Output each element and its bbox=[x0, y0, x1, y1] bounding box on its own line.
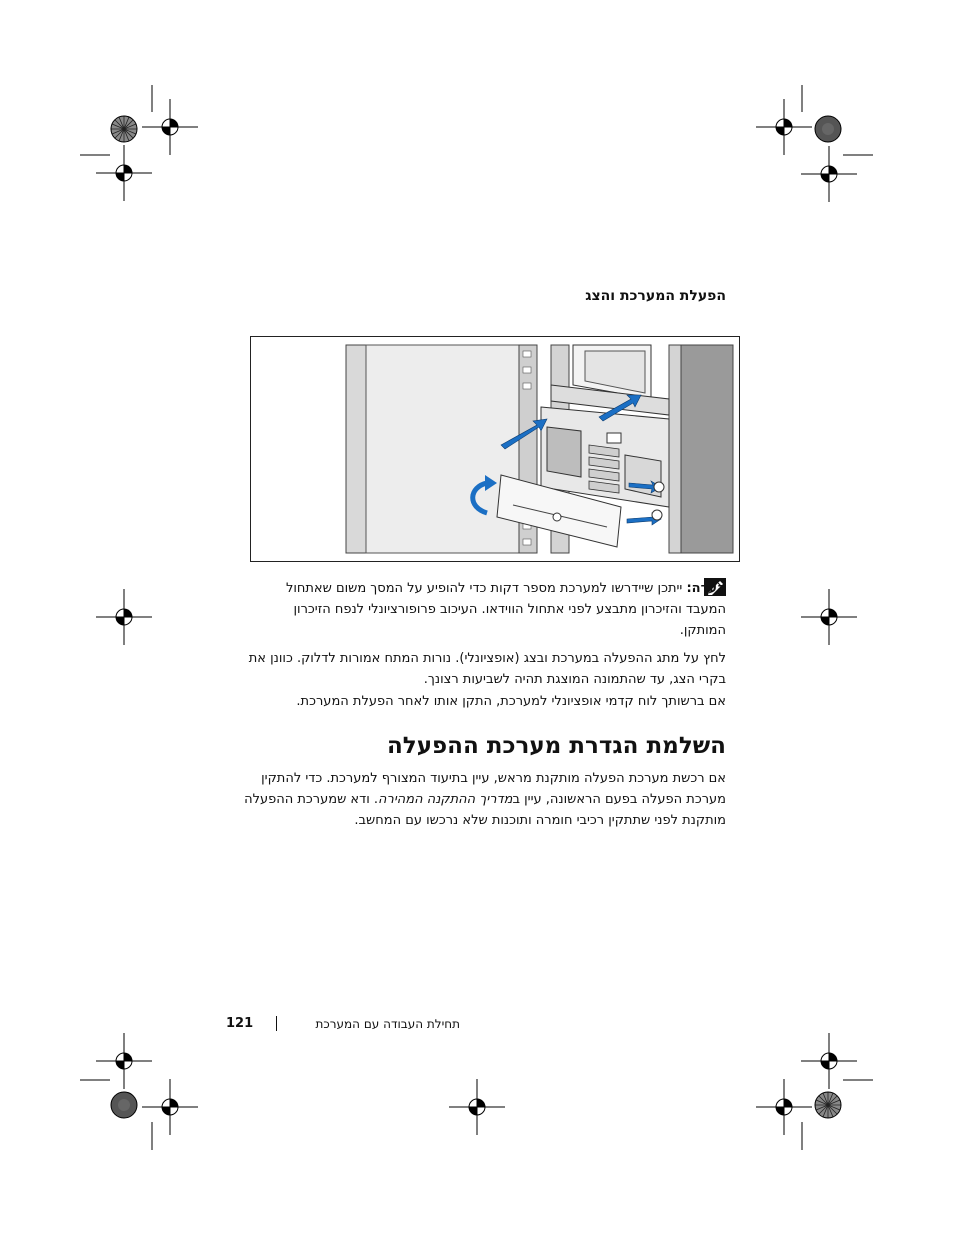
paragraph-os-setup bbox=[226, 768, 726, 831]
color-wheel-icon bbox=[111, 1092, 137, 1118]
paragraph-bezel: אם ברשותך לוח קדמי אופציונלי למערכת, התקן אותו לאחר הפעלת המערכת. bbox=[296, 694, 726, 709]
color-wheel-icon bbox=[111, 116, 137, 142]
main-heading: השלמת הגדרת מערכת ההפעלה bbox=[386, 733, 726, 759]
figure-server-power-on bbox=[250, 336, 740, 562]
registration-mark-icon bbox=[96, 145, 152, 201]
registration-mark-icon bbox=[142, 99, 198, 155]
footer-chapter-title: תחילת העבודה עם המערכת bbox=[315, 1017, 460, 1031]
registration-mark-icon bbox=[801, 589, 857, 645]
footer-separator bbox=[276, 1016, 277, 1031]
registration-mark-icon bbox=[142, 1079, 198, 1135]
color-wheel-icon bbox=[815, 116, 841, 142]
color-wheel-icon bbox=[815, 1092, 841, 1118]
registration-mark-icon bbox=[801, 146, 857, 202]
note-text: ייתכן שיידרשו למערכת מספר דקות כדי להופיע על המסך משום שאתחול המעבד והזיכרון מתבצע לפני אתחול הווידאו. העיכוב פרופורציונלי לנפח הזיכרון המותקן. bbox=[285, 581, 726, 638]
quick-install-guide-title: מדריך ההתקנה המהירה bbox=[378, 792, 513, 807]
note-label: הערה: bbox=[686, 581, 726, 596]
note-block bbox=[256, 578, 726, 641]
registration-mark-icon bbox=[449, 1079, 505, 1135]
registration-mark-icon bbox=[756, 1079, 812, 1135]
registration-mark-icon bbox=[96, 1033, 152, 1089]
os-text-before: אם רכשת מערכת הפעלה מותקנת מראש, עיין בתיעוד המצורף למערכת. כדי להתקין מערכת הפעלה בפעם הראשונה, עיין ב bbox=[261, 771, 726, 807]
registration-mark-icon bbox=[96, 589, 152, 645]
paragraph-power-on: לחץ על מתג ההפעלה במערכת ובצג (אופציונלי). נורות המתח אמורות לדלוק. כוונן את בקרי הצג, עד שהתמונה המוצגת תהיה לשביעות רצונך. bbox=[248, 651, 726, 687]
os-text-after: . ודא שמערכת ההפעלה מותקנת לפני שתתקין רכיבי חומרה ותוכנות שלא נרכשו עם המחשב. bbox=[244, 792, 726, 828]
page-number: 121 bbox=[226, 1016, 254, 1031]
section-heading: הפעלת המערכת והצג bbox=[585, 288, 726, 304]
server-illustration bbox=[251, 337, 739, 561]
registration-mark-icon bbox=[801, 1033, 857, 1089]
registration-mark-icon bbox=[756, 99, 812, 155]
